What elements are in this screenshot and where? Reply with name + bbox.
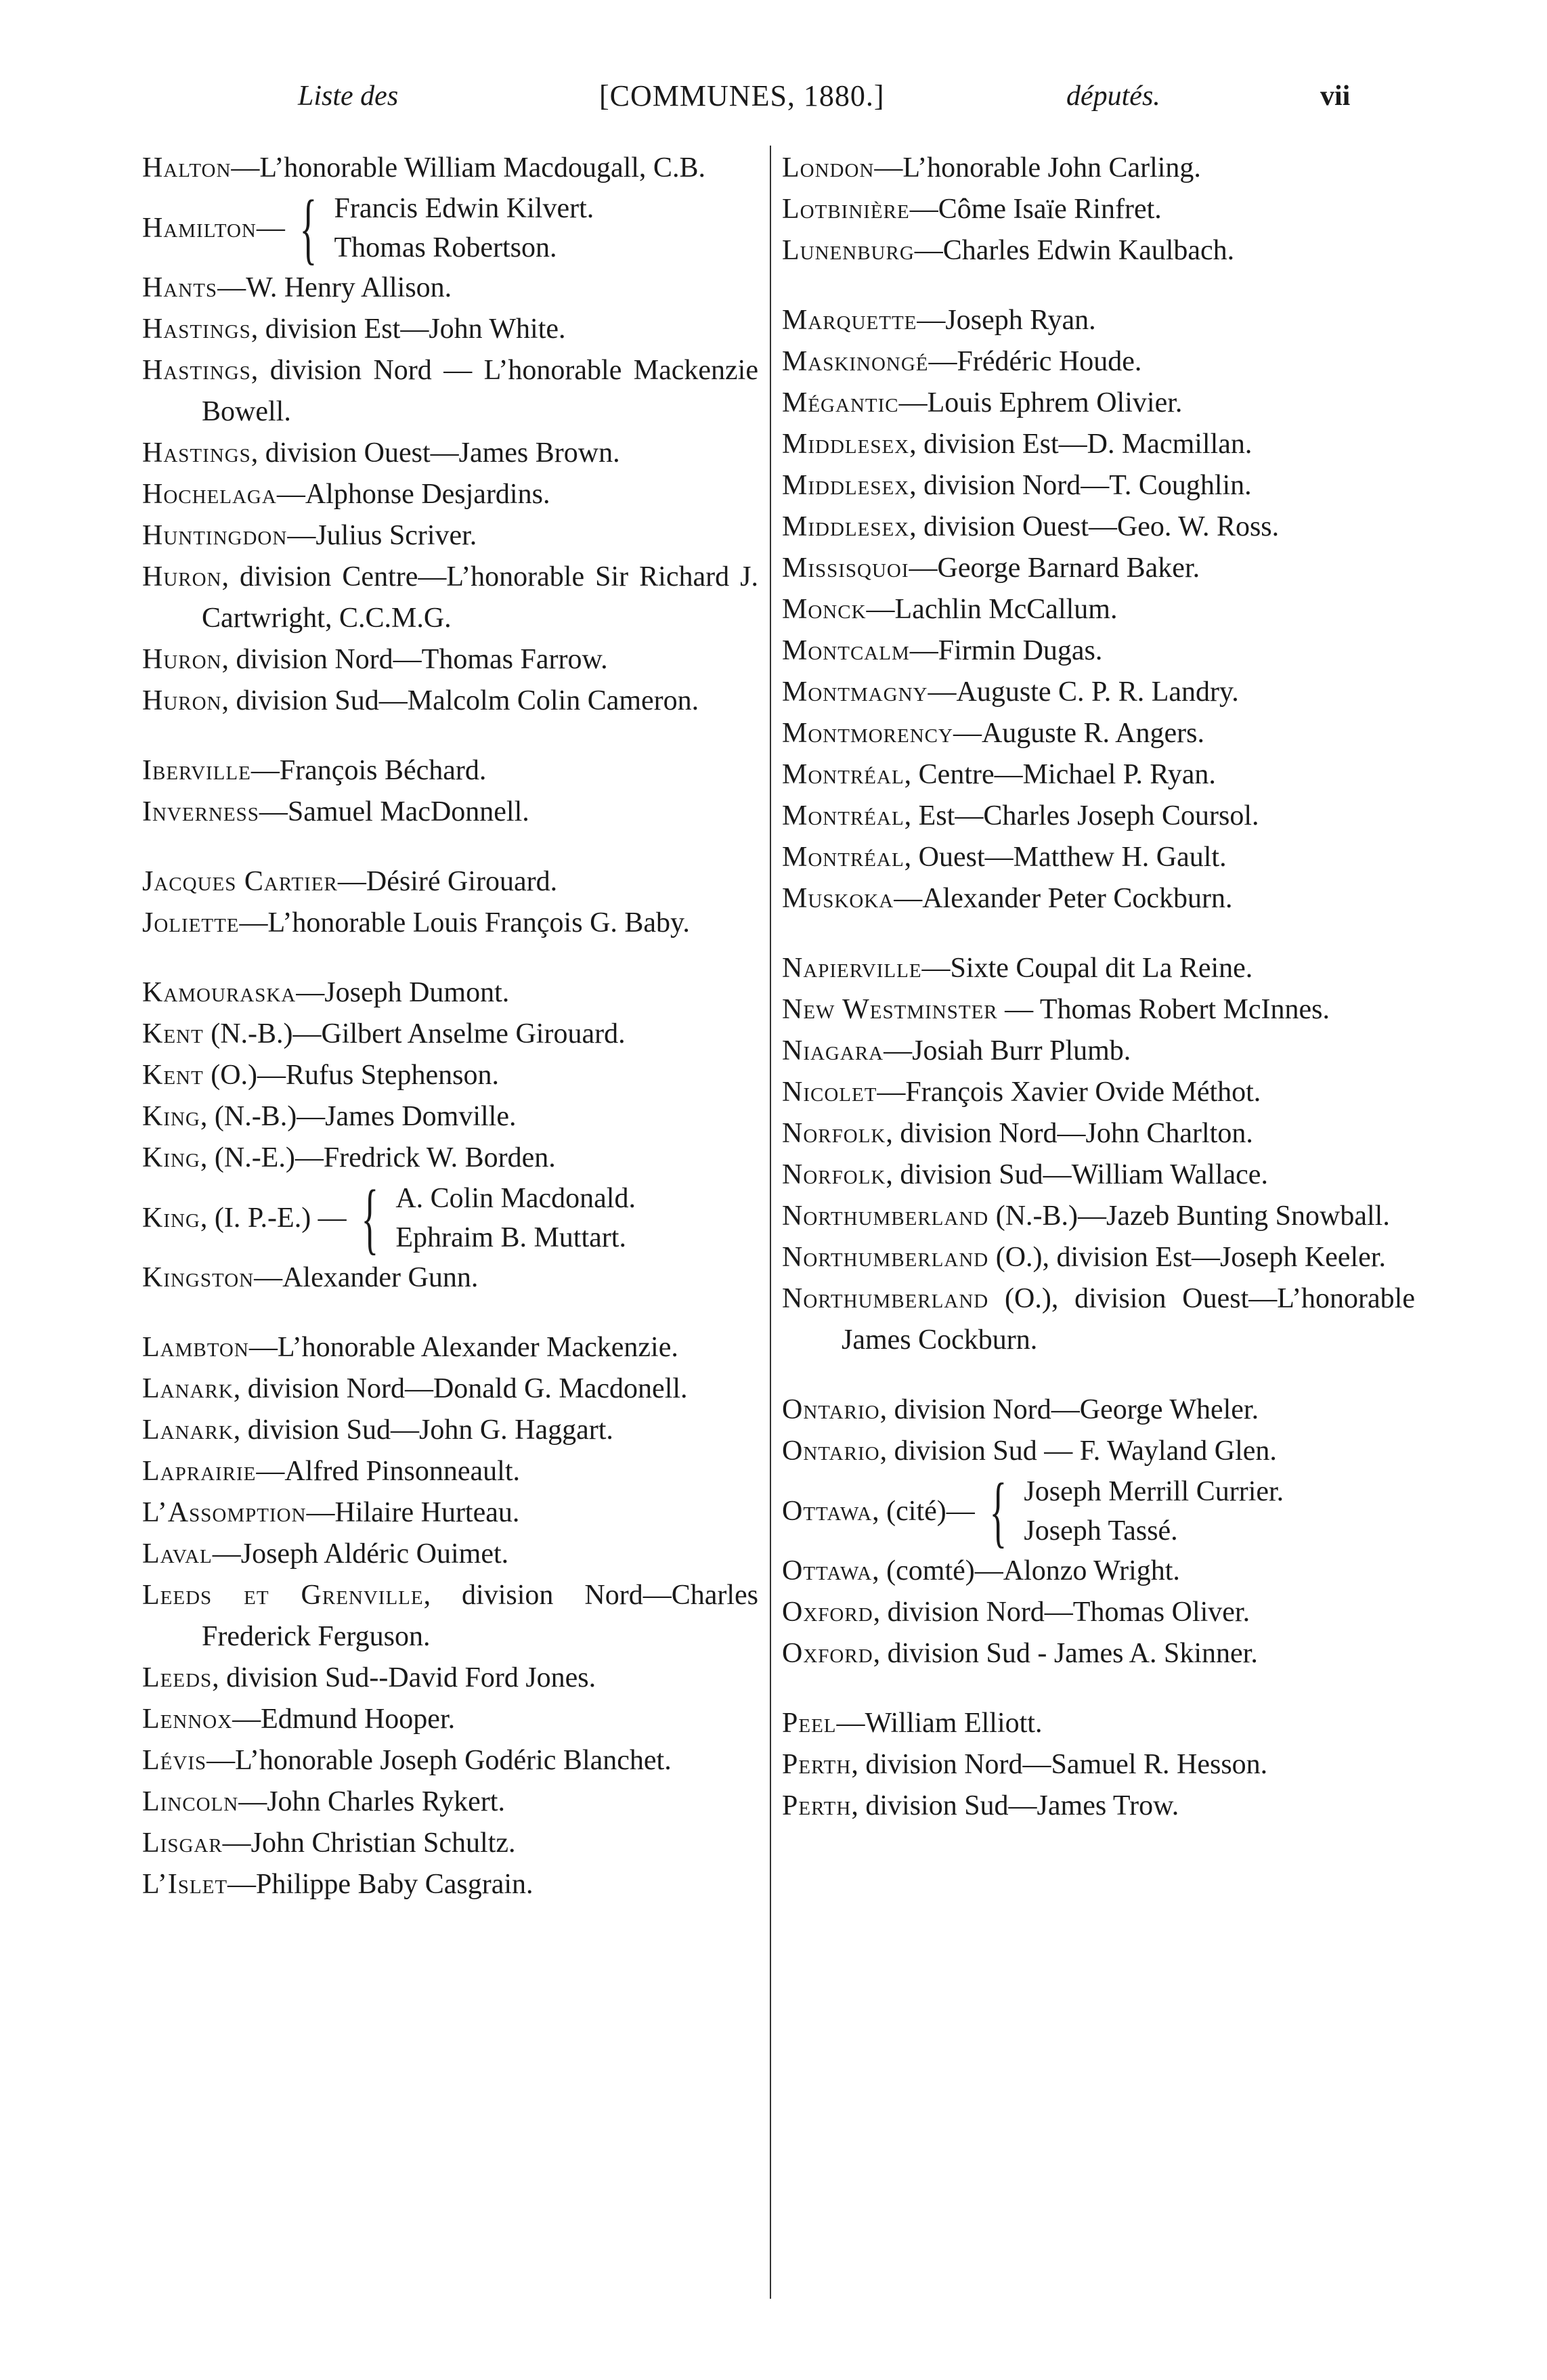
list-item: Peel—William Elliott. xyxy=(782,1708,1043,1739)
brace-icon: { xyxy=(989,1467,1007,1555)
list-item: Middlesex, division Est—D. Macmillan. xyxy=(782,429,1252,460)
brace-icon: { xyxy=(299,183,317,272)
list-item: Huron, division Nord—Thomas Farrow. xyxy=(142,644,608,675)
list-item: Kent (O.)—Rufus Stephenson. xyxy=(142,1060,500,1091)
list-item: Maskinongé—Frédéric Houde. xyxy=(782,346,1142,377)
list-item: L’Islet—Philippe Baby Casgrain. xyxy=(142,1869,533,1900)
list-item: Leeds et Grenville, division Nord—Charles Frederick Ferguson. xyxy=(142,1580,758,1652)
list-item: Jacques Cartier—Désiré Girouard. xyxy=(142,866,558,897)
list-item: King, (N.-B.)—James Domville. xyxy=(142,1101,517,1132)
list-item: Kent (N.-B.)—Gilbert Anselme Girouard. xyxy=(142,1018,626,1050)
list-item: Lincoln—John Charles Rykert. xyxy=(142,1786,505,1817)
list-item: Hochelaga—Alphonse Desjardins. xyxy=(142,479,550,510)
list-item: Ottawa, (cité)— { Joseph Merrill Currier. Joseph Tassé. xyxy=(782,1467,1284,1555)
list-item: Missisquoi—George Barnard Baker. xyxy=(782,553,1200,584)
list-item: Middlesex, division Nord—T. Coughlin. xyxy=(782,470,1252,501)
list-item: Montréal, Est—Charles Joseph Coursol. xyxy=(782,800,1259,831)
list-item: Northumberland (N.-B.)—Jazeb Bunting Snowball. xyxy=(782,1200,1390,1232)
left-column xyxy=(142,148,758,1905)
list-item: Kingston—Alexander Gunn. xyxy=(142,1262,479,1293)
list-item: King, (N.-E.)—Fredrick W. Borden. xyxy=(142,1142,556,1173)
list-item: Laval—Joseph Aldéric Ouimet. xyxy=(142,1538,509,1570)
brace-icon: { xyxy=(361,1173,378,1262)
list-item: Ontario, division Nord—George Wheler. xyxy=(782,1394,1259,1425)
right-column xyxy=(782,148,1415,1827)
list-item: Hants—W. Henry Allison. xyxy=(142,272,452,303)
list-item: Nicolet—François Xavier Ovide Méthot. xyxy=(782,1077,1261,1108)
list-item: London—L’honorable John Carling. xyxy=(782,152,1201,183)
list-item: Oxford, division Sud - James A. Skinner. xyxy=(782,1638,1258,1669)
header-right: députés. xyxy=(1066,81,1160,112)
list-item: Napierville—Sixte Coupal dit La Reine. xyxy=(782,953,1253,984)
list-item: Joliette—L’honorable Louis François G. Baby. xyxy=(142,907,690,938)
list-item: Lanark, division Nord—Donald G. Macdonell. xyxy=(142,1373,688,1404)
list-item: Monck—Lachlin McCallum. xyxy=(782,594,1118,625)
header-center: [COMMUNES, 1880.] xyxy=(599,79,885,112)
list-item: Oxford, division Nord—Thomas Oliver. xyxy=(782,1597,1250,1628)
list-item: Muskoka—Alexander Peter Cockburn. xyxy=(782,883,1233,914)
list-item: Kamouraska—Joseph Dumont. xyxy=(142,977,510,1008)
list-item: Northumberland (O.), division Ouest—L’honorable James Cockburn. xyxy=(782,1283,1415,1356)
list-item: Northumberland (O.), division Est—Joseph Keeler. xyxy=(782,1242,1386,1273)
header-left: Liste des xyxy=(298,81,399,112)
list-item: Norfolk, division Sud—William Wallace. xyxy=(782,1159,1268,1190)
list-item: Lanark, division Sud—John G. Haggart. xyxy=(142,1414,613,1446)
list-item: Perth, division Nord—Samuel R. Hesson. xyxy=(782,1749,1268,1780)
list-item: Montmagny—Auguste C. P. R. Landry. xyxy=(782,676,1239,708)
list-item: Montcalm—Firmin Dugas. xyxy=(782,635,1103,666)
list-item: Huntingdon—Julius Scriver. xyxy=(142,520,477,551)
list-item: Huron, division Centre—L’honorable Sir Richard J. Cartwright, C.C.M.G. xyxy=(142,561,758,634)
list-item: Lotbinière—Côme Isaïe Rinfret. xyxy=(782,194,1162,225)
list-item: Huron, division Sud—Malcolm Colin Cameron. xyxy=(142,685,699,716)
list-item: Middlesex, division Ouest—Geo. W. Ross. xyxy=(782,511,1280,542)
list-item: Marquette—Joseph Ryan. xyxy=(782,305,1096,336)
list-item: Hastings, division Est—John White. xyxy=(142,313,566,345)
list-item: Lennox—Edmund Hooper. xyxy=(142,1704,456,1735)
list-item: Hastings, division Ouest—James Brown. xyxy=(142,437,620,469)
list-item: Ottawa, (comté)—Alonzo Wright. xyxy=(782,1555,1180,1586)
list-item: Niagara—Josiah Burr Plumb. xyxy=(782,1035,1131,1066)
list-item: Mégantic—Louis Ephrem Olivier. xyxy=(782,387,1183,418)
list-item: Lévis—L’honorable Joseph Godéric Blanchet. xyxy=(142,1745,672,1776)
column-divider xyxy=(770,146,771,2299)
page-number: vii xyxy=(1320,81,1351,112)
list-item: Montmorency—Auguste R. Angers. xyxy=(782,718,1204,749)
list-item: Montréal, Centre—Michael P. Ryan. xyxy=(782,759,1216,790)
list-item: Leeds, division Sud--David Ford Jones. xyxy=(142,1662,596,1693)
list-item: L’Assomption—Hilaire Hurteau. xyxy=(142,1497,520,1528)
list-item: Lunenburg—Charles Edwin Kaulbach. xyxy=(782,235,1235,266)
list-item: Lisgar—John Christian Schultz. xyxy=(142,1827,516,1859)
list-item: Ontario, division Sud — F. Wayland Glen. xyxy=(782,1435,1277,1467)
list-item: Iberville—François Béchard. xyxy=(142,755,487,786)
list-item: King, (I. P.-E.) — { A. Colin Macdonald. Ephraim B. Muttart. xyxy=(142,1173,636,1262)
list-item: Norfolk, division Nord—John Charlton. xyxy=(782,1118,1253,1149)
list-item: Halton—L’honorable William Macdougall, C.B. xyxy=(142,152,705,183)
list-item: Perth, division Sud—James Trow. xyxy=(782,1790,1179,1821)
list-item: Hastings, division Nord — L’honorable Mackenzie Bowell. xyxy=(142,355,758,427)
list-item: Laprairie—Alfred Pinsonneault. xyxy=(142,1456,520,1487)
list-item: New Westminster — Thomas Robert McInnes. xyxy=(782,994,1330,1025)
page-header xyxy=(298,73,1408,127)
list-item: Hamilton— { Francis Edwin Kilvert. Thomas Robertson. xyxy=(142,183,594,272)
list-item: Inverness—Samuel MacDonnell. xyxy=(142,796,529,827)
list-item: Lambton—L’honorable Alexander Mackenzie. xyxy=(142,1332,678,1363)
list-item: Montréal, Ouest—Matthew H. Gault. xyxy=(782,842,1227,873)
